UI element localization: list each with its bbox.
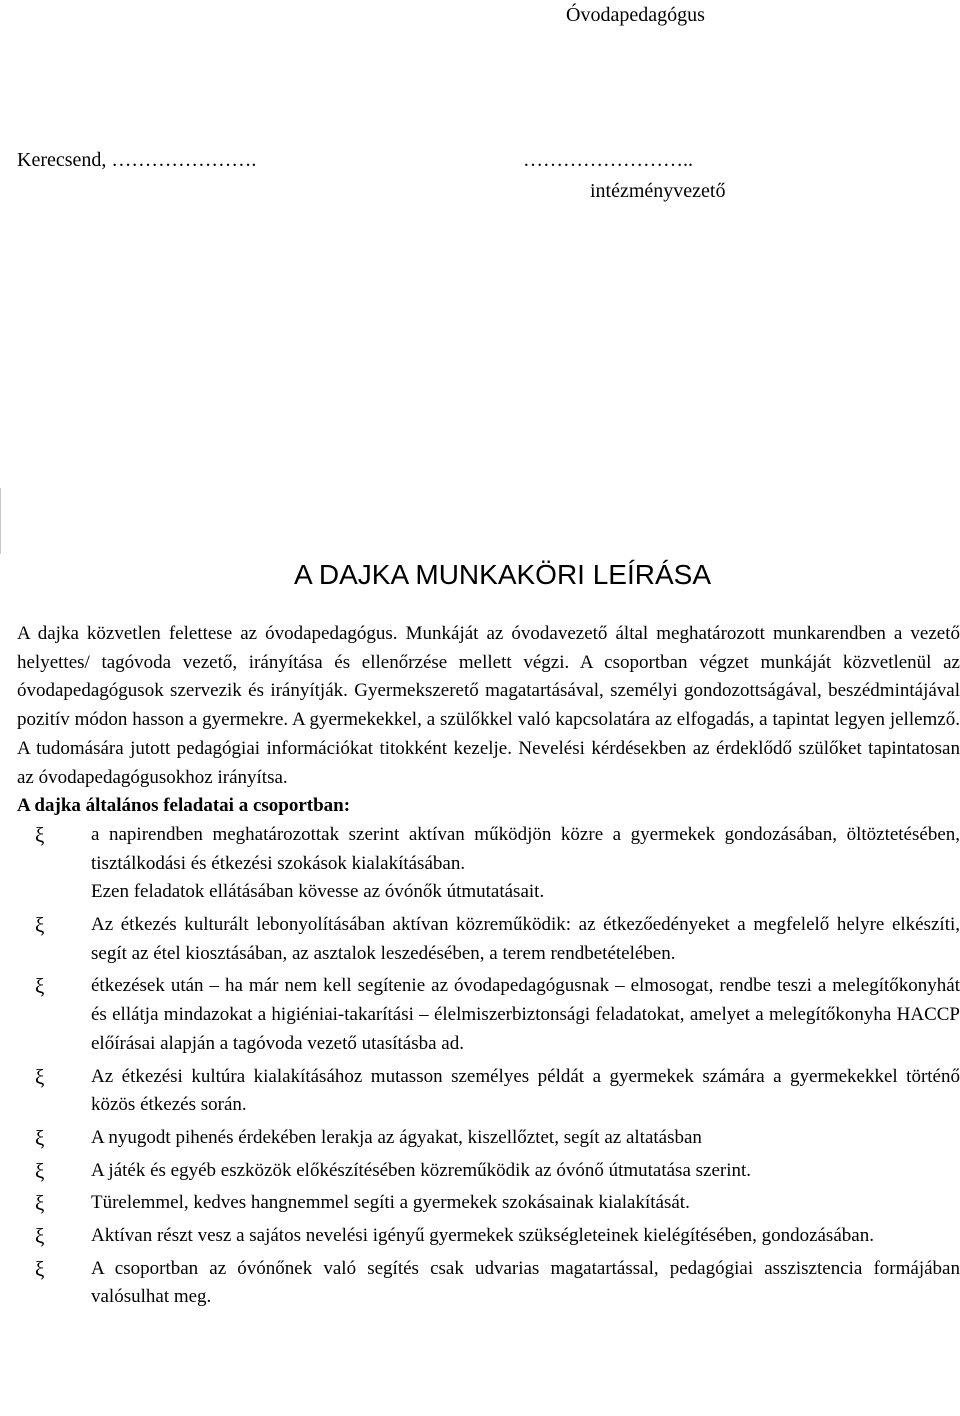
list-item xyxy=(17,1124,960,1153)
list-item xyxy=(17,1189,960,1218)
list-item-text: Az étkezés kulturált lebonyolításában aktívan közreműködik: az étkezőedényeket a megfelelő helyre elkészíti, segít az étel kiosztásában, az asztalok leszedésében, a terem rendbetételében. xyxy=(91,914,960,964)
list-item-text: étkezések után – ha már nem kell segítenie az óvodapedagógusnak – elmosogat, rendbe teszi a melegítőkonyhát és ellátja mindazokat a higiéniai-takarítási – élelmiszerbiztonsági feladatokat, amelyet a melegítőkonyha HACCP előírásai alapján a tagóvoda vezető utasításba ad. xyxy=(91,975,960,1054)
list-item xyxy=(17,821,960,907)
intro-paragraph: A dajka közvetlen felettese az óvodapedagógus. Munkáját az óvodavezető által meghatározott munkarendben a vezető helyettes/ tagóvoda vezető, irányítása és ellenőrzése mellett végzi. A csoportban végzet munkáját közvetlenül az óvodapedagógusok szervezik és irányítják. Gyermekszerető magatartásával, személyi gondozottságával, beszédmintájával pozitív módon hasson a gyermekre. A gyermekekkel, a szülőkkel való kapcsolatára az elfogadás, a tapintat legyen jellemző. A tudomására jutott pedagógiai információkat titokként kezelje. Nevelési kérdésekben az érdeklődő szülőket tapintatosan az óvodapedagógusokhoz irányítsa. xyxy=(17,623,960,788)
signature-role: intézményvezető xyxy=(590,180,726,202)
margin-mark xyxy=(0,488,1,554)
document-title: A DAJKA MUNKAKÖRI LEÍRÁSA xyxy=(293,559,712,590)
list-item-extra: Ezen feladatok ellátásában kövesse az óvónők útmutatásait. xyxy=(91,881,545,903)
list-item xyxy=(17,972,960,1058)
xi-bullet-icon: ξ xyxy=(35,974,45,999)
xi-bullet-icon: ξ xyxy=(35,1191,45,1216)
list-item-text: Az étkezési kultúra kialakításához mutasson személyes példát a gyermekek számára a gyermekekkel történő közös étkezés során. xyxy=(91,1065,960,1116)
signature-dotted-line: …………………….. xyxy=(523,149,693,171)
list-item-text: Aktívan részt vesz a sajátos nevelési igényű gyermekek szükségleteinek kielégítésében, gondozásában. xyxy=(91,1225,874,1247)
list-item-text: Türelemmel, kedves hangnemmel segíti a gyermekek szokásainak kialakítását. xyxy=(91,1192,690,1214)
xi-bullet-icon: ξ xyxy=(35,1158,45,1183)
list-item xyxy=(17,1063,960,1120)
xi-bullet-icon: ξ xyxy=(35,822,45,847)
list-item-text: A nyugodt pihenés érdekében lerakja az ágyakat, kiszellőztet, segít az altatásban xyxy=(91,1126,702,1148)
duties-list xyxy=(17,821,960,1312)
list-item-text: A játék és egyéb eszközök előkészítésében közreműködik az óvónő útmutatása szerint. xyxy=(91,1159,752,1181)
list-item-text: A csoportban az óvónőnek való segítés csak udvarias magatartással, pedagógiai asszisztencia formájában valósulhat meg. xyxy=(91,1257,960,1308)
xi-bullet-icon: ξ xyxy=(35,913,45,938)
place-and-date: Kerecsend, …………………. xyxy=(17,149,257,171)
xi-bullet-icon: ξ xyxy=(35,1224,45,1249)
signature-role-top: Óvodapedagógus xyxy=(566,4,705,26)
section-heading: A dajka általános feladatai a csoportban: xyxy=(17,795,351,817)
list-item xyxy=(17,1157,960,1186)
list-item xyxy=(17,1255,960,1312)
xi-bullet-icon: ξ xyxy=(35,1256,45,1281)
xi-bullet-icon: ξ xyxy=(35,1064,45,1089)
xi-bullet-icon: ξ xyxy=(35,1125,45,1150)
list-item xyxy=(17,911,960,968)
document-body xyxy=(17,620,960,1316)
list-item-text: a napirendben meghatározottak szerint aktívan működjön közre a gyermekek gondozásában, öltöztetésében, tisztálkodási és étkezési szokások kialakításában. xyxy=(91,823,960,874)
list-item xyxy=(17,1222,960,1251)
